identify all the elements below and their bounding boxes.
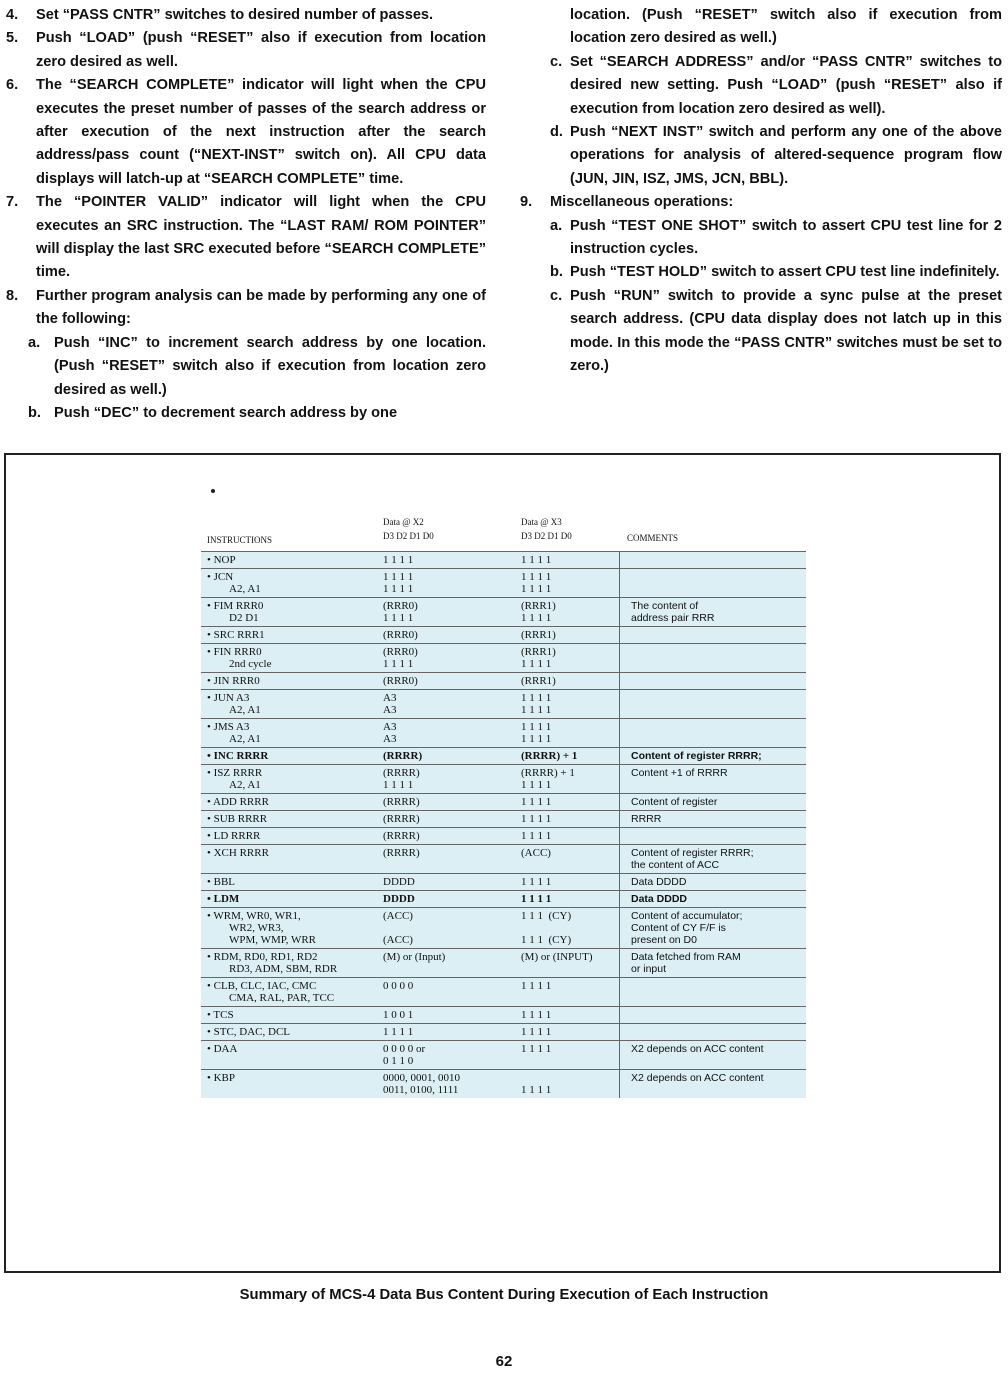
cell-line: 1 1 1 1 [521,1026,552,1038]
data-x2-cell [383,813,521,825]
table-row [201,597,806,626]
step-4 [6,4,486,27]
cell-line [383,922,521,934]
cell-line: • STC, DAC, DCL [207,1026,383,1038]
comment-cell [623,1072,803,1096]
cell-line: A2, A1 [229,704,261,716]
comment-cell [623,893,803,905]
instruction-cell [201,910,383,946]
instruction-cell [201,847,383,871]
comment-cell [623,1043,803,1067]
cell-line: • XCH RRRR [207,847,383,859]
instruction-cell [201,629,383,641]
data-x3-cell [521,876,623,888]
comment-cell [623,951,803,975]
cell-line: (RRR0) [383,646,418,658]
table-row [201,948,806,977]
cell-line: • JUN A3 [207,692,383,704]
step-9a [520,215,1002,262]
instruction-cell [201,893,383,905]
cell-line: DDDD [383,876,415,888]
table-header [201,511,821,551]
data-x2-cell [383,600,521,624]
step-text: Push “TEST ONE SHOT” switch to assert CPU test line for 2 instruction cycles. [570,217,1002,258]
data-x2-cell [383,910,521,946]
step-9c [520,285,1002,379]
cell-line: 1 1 1 1 [383,583,414,595]
instruction-cell [201,600,383,624]
instruction-cell [201,951,383,975]
data-x2-cell [383,750,521,762]
cell-line: or input [631,963,667,975]
cell-line: • INC RRRR [207,750,383,762]
data-x3-cell [521,910,623,946]
table-row [201,907,806,948]
data-x3-cell [521,1026,623,1038]
instruction-cell [201,571,383,595]
comment-cell [623,830,803,842]
table-row [201,873,806,890]
cell-line: A2, A1 [229,779,261,791]
table-row [201,689,806,718]
cell-line: 1 1 1 1 [521,692,552,704]
step-number: a. [550,217,563,234]
data-x3-cell [521,767,623,791]
cell-line: 1 0 0 1 [383,1009,414,1021]
step-text: Push “RUN” switch to provide a sync pulse at the preset search address. (CPU data display does not latch up in this mode. In this mode the “PASS CNTR” switches must be set to zero.) [570,287,1002,375]
cell-line: • SUB RRRR [207,813,383,825]
comment-cell [623,554,803,566]
cell-line: • CLB, CLC, IAC, CMC [207,980,383,992]
step-text: Set “PASS CNTR” switches to desired number of passes. [36,7,434,23]
cell-line: 1 1 1 1 [521,813,552,825]
cell-line: Data DDDD [631,876,687,888]
cell-line: Content of register RRRR; [631,847,754,859]
cell-line: • DAA [207,1043,383,1055]
data-x3-cell [521,646,623,670]
step-text: Further program analysis can be made by performing any one of the following: [36,287,486,328]
data-x3-cell [521,750,623,762]
data-x2-cell [383,692,521,716]
comment-cell [623,629,803,641]
data-x2-cell [383,646,521,670]
data-x3-cell [521,796,623,808]
cell-line: present on D0 [631,934,697,946]
cell-line: (M) or (Input) [383,951,446,963]
cell-line: 1 1 1 1 [521,876,552,888]
instruction-cell [201,796,383,808]
step-9b [520,261,1002,284]
instruction-cell [201,830,383,842]
cell-line: Content of CY F/F is [631,922,726,934]
step-6 [6,74,486,191]
data-x3-cell [521,675,623,687]
step-8b [6,402,486,425]
cell-line: 0 0 0 0 or [383,1043,426,1055]
data-x2-cell [383,980,521,1004]
step-7 [6,191,486,285]
cell-line: 1 1 1 1 [521,1084,552,1096]
cell-line: 1 1 1 1 [521,980,552,992]
header-x2-bits: D3 D2 D1 D0 [383,531,434,541]
instruction-cell [201,813,383,825]
step-number: c. [550,287,563,304]
data-x2-cell [383,830,521,842]
data-x2-cell [383,893,521,905]
step-number: 5. [6,30,19,47]
data-x2-cell [383,721,521,745]
instruction-table [201,511,821,1098]
cell-line: (RRRR) [383,767,420,779]
instruction-cell [201,675,383,687]
cell-line: RRRR [631,813,662,825]
cell-line: 1 1 1 1 [521,1009,552,1021]
table-row [201,793,806,810]
cell-line: 2nd cycle [229,658,272,670]
right-text-column [520,4,1002,379]
cell-line: (ACC) [383,910,413,922]
step-text: Push “DEC” to decrement search address by one [54,404,398,421]
comment-cell [623,1009,803,1021]
data-x2-cell [383,554,521,566]
cell-line: (RRR1) [521,629,556,641]
table-row [201,890,806,907]
comment-cell [623,692,803,716]
cell-line: A3 [383,704,397,716]
data-x3-cell [521,571,623,595]
step-number: b. [550,264,563,281]
header-instructions: INSTRUCTIONS [207,535,273,545]
cell-line: 1 1 1 1 [521,1043,552,1055]
table-row [201,747,806,764]
cell-line: 1 1 1 1 [383,571,414,583]
step-number: a. [28,334,41,351]
cell-line: (RRR0) [383,629,418,641]
data-x3-cell [521,847,623,871]
cell-line: X2 depends on ACC content [631,1072,764,1084]
data-x3-cell [521,721,623,745]
table-row [201,1040,806,1069]
cell-line: 1 1 1 1 [521,779,552,791]
data-x3-cell [521,554,623,566]
cell-line: (RRRR) [383,813,420,825]
cell-line: Content of register [631,796,718,808]
comment-cell [623,675,803,687]
cell-line: Data DDDD [631,893,688,905]
data-x2-cell [383,1009,521,1021]
cell-line: 1 1 1 1 [521,658,552,670]
data-x2-cell [383,675,521,687]
cell-line: 1 1 1 1 [521,704,552,716]
step-text: Push “INC” to increment search address by one location. (Push “RESET” switch also if execution from location zero desired as well.) [54,334,486,398]
step-text: Set “SEARCH ADDRESS” and/or “PASS CNTR” switches to desired new setting. Push “LOAD” (push “RESET” also if execution from location zero desired as well). [570,53,1002,117]
data-x2-cell [383,876,521,888]
instruction-cell [201,876,383,888]
comment-cell [623,980,803,1004]
header-x2-title: Data @ X2 [383,517,424,527]
table-row [201,643,806,672]
table-row [201,827,806,844]
step-9 [520,191,1002,214]
cell-line: (RRRR) [383,796,420,808]
cell-line: RD3, ADM, SBM, RDR [229,963,338,975]
data-x3-cell [521,830,623,842]
data-x3-cell [521,1072,623,1096]
step-number: 6. [6,77,19,94]
cell-line: • KBP [207,1072,383,1084]
cell-line: • NOP [207,554,383,566]
cell-line: Content +1 of RRRR [631,767,728,779]
cell-line: (RRR1) [521,646,556,658]
figure-caption: Summary of MCS-4 Data Bus Content During Execution of Each Instruction [239,1287,769,1303]
step-text: location. (Push “RESET” switch also if execution from location zero desired as well.) [570,7,1002,47]
step-number: 9. [520,194,533,211]
cell-line [521,1072,623,1084]
cell-line: 0 0 0 0 [383,980,414,992]
data-x2-cell [383,1043,521,1067]
cell-line: (M) or (INPUT) [521,951,593,963]
instruction-cell [201,1072,383,1096]
cell-line: A3 [383,733,397,745]
table-row [201,551,806,568]
cell-line: CMA, RAL, PAR, TCC [229,992,335,1004]
comment-cell [623,571,803,595]
cell-line: 1 1 1 1 [383,1026,414,1038]
comment-cell [623,910,803,946]
cell-line: • FIN RRR0 [207,646,383,658]
cell-line: Data fetched from RAM [631,951,741,963]
table-row [201,764,806,793]
table-body [201,551,806,1098]
table-row [201,844,806,873]
table-row [201,1023,806,1040]
cell-line: (RRR1) [521,600,556,612]
instruction-cell [201,750,383,762]
comment-cell [623,813,803,825]
cell-line: 1 1 1 1 [521,733,552,745]
step-text: The “SEARCH COMPLETE” indicator will light when the CPU executes the preset number of passes of the search address or after execution of the next instruction after the search address/pass count (“NEXT-INST” switch on). All CPU data displays will latch-up at “SEARCH COMPLETE” time. [36,77,486,187]
cell-line: 1 1 1 1 [383,779,414,791]
table-row [201,672,806,689]
comment-cell [623,847,803,871]
step-number: d. [550,124,563,141]
data-x2-cell [383,767,521,791]
cell-line: • TCS [207,1009,383,1021]
cell-line: D2 D1 [229,612,259,624]
cell-line: 0 1 1 0 [383,1055,414,1067]
instruction-cell [201,721,383,745]
page-number: 62 [495,1353,513,1370]
step-text: Push “LOAD” (push “RESET” also if execution from location zero desired as well. [36,30,486,70]
data-x2-cell [383,796,521,808]
step-text: Miscellaneous operations: [550,194,734,211]
step-8c [520,51,1002,121]
data-x3-cell [521,1043,623,1067]
step-number: c. [550,53,563,70]
step-text: The “POINTER VALID” indicator will light when the CPU executes an SRC instruction. The “LAST RAM/ ROM POINTER” will display the last SRC executed before “SEARCH COMPLETE” time. [36,194,486,281]
step-5 [6,27,486,74]
instruction-cell [201,1009,383,1021]
instruction-cell [201,1043,383,1067]
data-x2-cell [383,1026,521,1038]
comment-cell [623,876,803,888]
data-x3-cell [521,980,623,1004]
step-8d [520,121,1002,191]
header-x3-title: Data @ X3 [521,517,562,527]
step-8 [6,285,486,332]
step-text: Push “NEXT INST” switch and perform any one of the above operations for analysis of altered-sequence program flow (JUN, JIN, ISZ, JMS, JCN, BBL). [570,124,1002,187]
cell-line: 1 1 1 1 [521,583,552,595]
cell-line: 1 1 1 1 [521,796,552,808]
cell-line: (ACC) [521,847,551,859]
cell-line: A3 [383,692,397,704]
instruction-cell [201,980,383,1004]
step-number: b. [28,404,41,421]
cell-line: A3 [383,721,397,733]
cell-line: WR2, WR3, [229,922,284,934]
comment-cell [623,721,803,745]
table-row [201,626,806,643]
left-text-column [6,4,486,425]
data-x3-cell [521,951,623,975]
cell-line: 1 1 1 1 [383,612,414,624]
table-row [201,568,806,597]
instruction-cell [201,554,383,566]
data-x3-cell [521,813,623,825]
cell-line: 0000, 0001, 0010 [383,1072,460,1084]
cell-line: address pair RRR [631,612,715,624]
instruction-cell [201,646,383,670]
data-x2-cell [383,1072,521,1096]
step-text: Push “TEST HOLD” switch to assert CPU test line indefinitely. [570,264,1000,281]
table-row [201,1069,806,1098]
cell-line: (RRRR) [383,830,420,842]
data-x2-cell [383,951,521,975]
cell-line [521,922,623,934]
data-x3-cell [521,893,623,905]
cell-line: A2, A1 [229,733,261,745]
cell-line: WPM, WMP, WRR [229,934,317,946]
cell-line: 1 1 1 1 [521,721,552,733]
cell-line: • JIN RRR0 [207,675,383,687]
data-x2-cell [383,571,521,595]
cell-line: (RRRR) + 1 [521,767,575,779]
cell-line: • LD RRRR [207,830,383,842]
table-row [201,977,806,1006]
cell-line: 0011, 0100, 1111 [383,1084,459,1096]
cell-line: 1 1 1 1 [521,571,552,583]
cell-line: (RRR0) [383,600,418,612]
cell-line: (RRRR) + 1 [521,750,578,762]
instruction-cell [201,767,383,791]
cell-line: • SRC RRR1 [207,629,383,641]
cell-line: • WRM, WR0, WR1, [207,910,383,922]
comment-cell [623,750,803,762]
step-8b-continued [520,4,1002,51]
cell-line: • FIM RRR0 [207,600,383,612]
cell-line: (RRR0) [383,675,418,687]
comment-cell [623,1026,803,1038]
cell-line: 1 1 1 1 [521,830,552,842]
cell-line: 1 1 1 (CY) [521,934,572,946]
cell-line: A2, A1 [229,583,261,595]
cell-line: the content of ACC [631,859,720,871]
table-row [201,810,806,827]
cell-line: 1 1 1 1 [383,554,414,566]
step-8a [6,332,486,402]
cell-line: 1 1 1 1 [383,658,414,670]
cell-line: 1 1 1 1 [521,612,552,624]
cell-line: • LDM [207,893,383,905]
cell-line: X2 depends on ACC content [631,1043,764,1055]
data-x3-cell [521,1009,623,1021]
data-x3-cell [521,629,623,641]
comment-cell [623,767,803,791]
cell-line: (RRRR) [383,750,423,762]
table-row [201,718,806,747]
data-x3-cell [521,692,623,716]
cell-line: 1 1 1 1 [521,893,552,905]
cell-line: The content of [631,600,699,612]
cell-line: • ADD RRRR [207,796,383,808]
cell-line: (RRRR) [383,847,420,859]
data-x2-cell [383,847,521,871]
instruction-cell [201,1026,383,1038]
step-number: 7. [6,194,19,211]
header-comments: COMMENTS [627,533,679,543]
comment-cell [623,796,803,808]
cell-line: • BBL [207,876,383,888]
bullet-dot [211,489,215,493]
cell-line: • JCN [207,571,383,583]
instruction-cell [201,692,383,716]
cell-line: (ACC) [383,934,413,946]
data-x3-cell [521,600,623,624]
cell-line: • RDM, RD0, RD1, RD2 [207,951,383,963]
comment-cell [623,646,803,670]
cell-line: • JMS A3 [207,721,383,733]
cell-line: (RRR1) [521,675,556,687]
data-x2-cell [383,629,521,641]
cell-line: 1 1 1 (CY) [521,910,572,922]
cell-line: 1 1 1 1 [521,554,552,566]
cell-line: DDDD [383,893,415,905]
table-row [201,1006,806,1023]
step-number: 8. [6,287,19,304]
cell-line: Content of register RRRR; [631,750,762,762]
cell-line: • ISZ RRRR [207,767,383,779]
cell-line: Content of accumulator; [631,910,743,922]
header-x3-bits: D3 D2 D1 D0 [521,531,572,541]
comment-cell [623,600,803,624]
step-number: 4. [6,7,19,23]
